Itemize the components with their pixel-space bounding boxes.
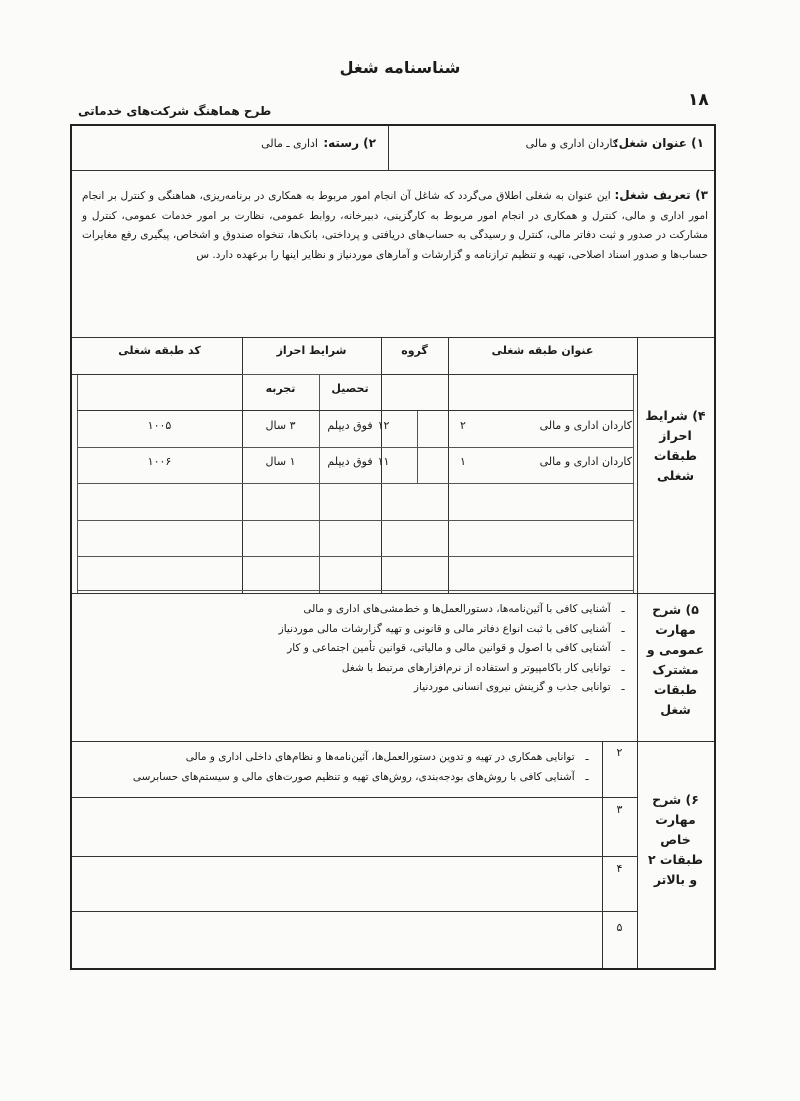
level-number: ۳	[616, 803, 623, 816]
header-requirements: شرایط احراز	[276, 344, 347, 357]
general-skills-side-label: ۵) شرح مهارت عمومی و مشترک طبقات شغل	[646, 602, 705, 717]
divider	[72, 911, 637, 912]
header-experience: تجربه	[265, 382, 296, 395]
job-form	[70, 124, 716, 970]
list-item: ـ آشنایی کافی با روش‌های بودجه‌بندی، روش‌های تهیه و تنظیم صورت‌های مالی و سیستم‌های حسابرسی	[132, 770, 589, 783]
row-code: ۱۰۰۶	[147, 455, 172, 468]
list-item: ـ آشنایی کافی با آئین‌نامه‌ها، دستورالعمل‌ها و خط‌مشی‌های اداری و مالی	[303, 603, 625, 615]
list-item: ـ آشنایی کافی با اصول و قوانین مالی و مالیاتی، قوانین تأمین اجتماعی و کار	[287, 642, 625, 654]
list-item: ـ توانایی جذب و گزینش نیروی انسانی موردنیاز	[413, 681, 625, 693]
divider	[72, 741, 714, 742]
category-label: ۲) رسته:	[323, 136, 376, 150]
level-number: ۴	[616, 862, 623, 875]
level-number: ۲	[616, 746, 623, 759]
header-class-code: کد طبقه شغلی	[118, 344, 201, 357]
page-number: ۱۸	[688, 90, 709, 110]
definition-text: این عنوان به شغلی اطلاق می‌گردد که شاغل آن انجام امور مربوط به همکاری در برنامه‌ریزی، هماهنگی و کنترل بر انجام امور اداری و مالی، کنترل و همکاری در انجام امور مربوط به کارگزینی، دبیرخانه، روابط عمومی، نظارت بر امور خدمات عمومی، کنترل و مشارکت در صدور و ثبت دفاتر مالی، کنترل و رسیدگی به حساب‌های دریافتی و پرداختی، بانک‌ها، تنخواه صندوق و اشخاص، پیگیری رفع مغایرات حساب‌ها و صدور اسناد اصلاحی، تهیه و تنظیم ترازنامه و گزارشات و آمارهای موردنیاز و نظایر اینها را برعهده دارد. س	[82, 190, 708, 261]
row-level: ۲	[460, 419, 466, 432]
list-item: ـ توانایی کار باکامپیوتر و استفاده از نرم‌افزارهای مرتبط با شغل	[341, 661, 625, 674]
specific-skills-side-label: ۶) شرح مهارت خاص طبقات ۲ و بالاتر	[647, 792, 704, 887]
list-item: ـ توانایی همکاری در تهیه و تدوین دستورالعمل‌ها، آئین‌نامه‌ها و نظام‌های داخلی اداری و مالی	[185, 751, 589, 763]
job-definition	[82, 186, 708, 265]
qualifications-side-label: ۴) شرایط احراز طبقات شغلی	[645, 408, 706, 483]
list-item: ـ آشنایی کافی با ثبت انواع دفاتر مالی و قانونی و تهیه گزارشات مالی موردنیاز	[278, 622, 625, 635]
header-group: گروه	[401, 344, 428, 357]
row-level: ۱	[460, 455, 466, 468]
table-row: کاردان اداری و مالی	[539, 455, 632, 468]
plan-title: طرح هماهنگ شرکت‌های خدماتی	[78, 104, 272, 118]
header-education: تحصیل	[331, 382, 369, 395]
divider	[72, 337, 714, 338]
definition-label: ۳) تعریف شغل:	[614, 188, 708, 202]
specific-skills-list	[133, 748, 596, 787]
table-row-line	[77, 447, 633, 448]
page-title: شناسنامه شغل	[339, 58, 461, 77]
job-title-label: ۱) عنوان شغل:	[613, 136, 704, 150]
divider	[72, 170, 714, 171]
divider	[72, 797, 637, 798]
row-education: فوق دیپلم	[327, 455, 373, 468]
table-row-line	[77, 556, 633, 557]
table-row-line	[77, 520, 633, 521]
header-class-title: عنوان طبقه شغلی	[491, 344, 594, 357]
category-value: اداری ـ مالی	[261, 137, 318, 150]
row-experience: ۳ سال	[265, 419, 296, 432]
row-code: ۱۰۰۵	[147, 419, 172, 432]
table-row: کاردان اداری و مالی	[539, 419, 632, 432]
row-group: ۱۲	[377, 419, 390, 432]
row-education: فوق دیپلم	[327, 419, 373, 432]
divider	[72, 593, 714, 594]
table-row-line	[77, 483, 633, 484]
table-row-line	[77, 590, 633, 591]
table-col-line	[633, 374, 634, 593]
general-skills-list	[279, 600, 632, 698]
table-row-line	[77, 410, 633, 411]
level-number: ۵	[616, 921, 623, 934]
row-experience: ۱ سال	[265, 455, 296, 468]
divider	[72, 856, 637, 857]
job-title-value: کاردان اداری و مالی	[525, 137, 618, 150]
row-group: ۱۱	[377, 455, 390, 468]
title-row-divider	[388, 126, 389, 170]
